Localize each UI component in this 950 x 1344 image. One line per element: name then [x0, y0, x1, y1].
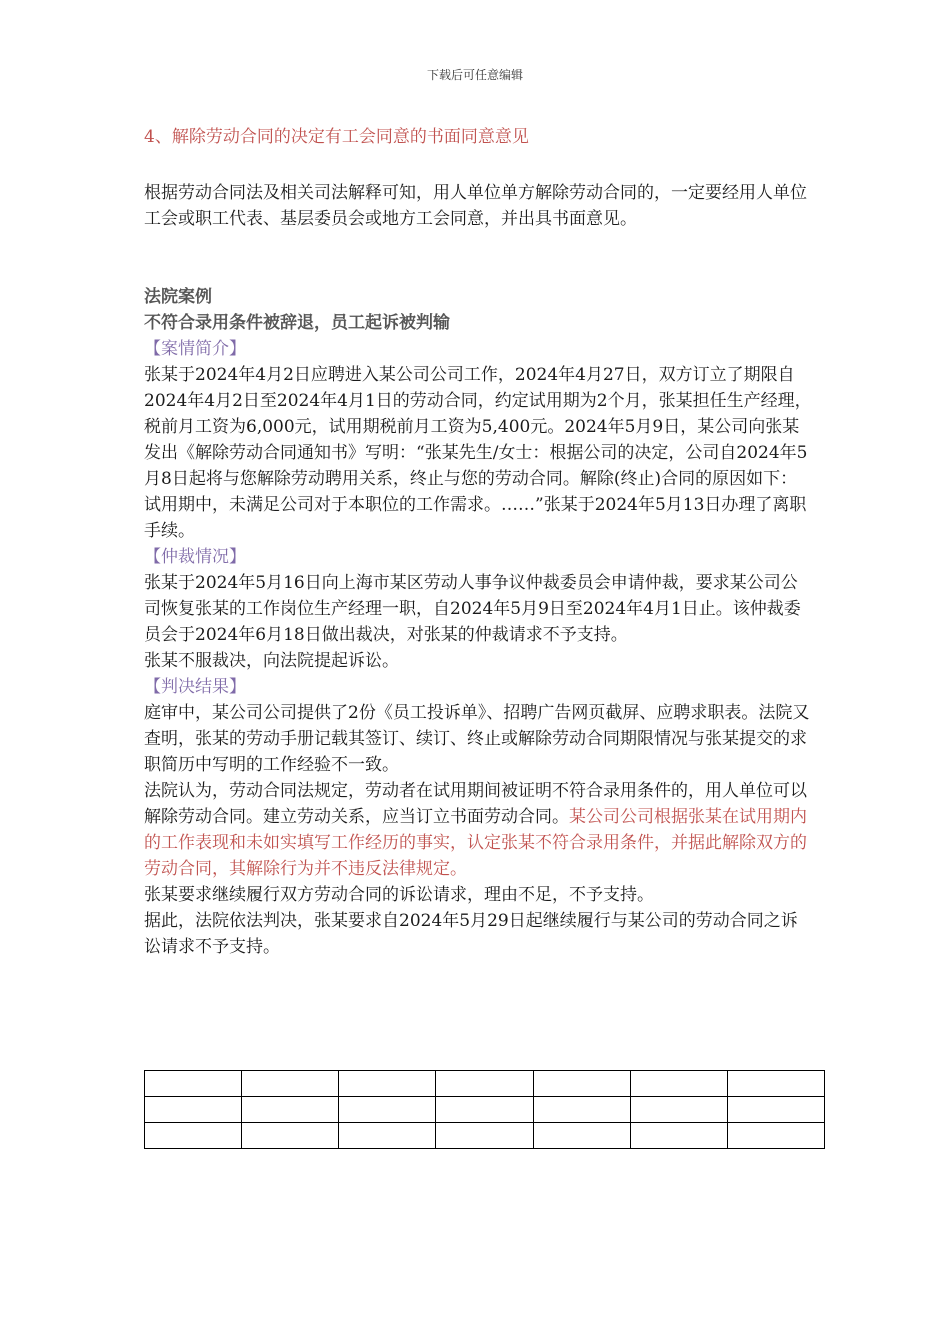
judgment-label: 【判决结果】	[144, 677, 246, 697]
empty-table	[144, 1070, 825, 1149]
table-cell	[436, 1097, 533, 1123]
judgment-text-2-plain: 法院认为，劳动合同法规定，劳动者在试用期间被证明不符合录用条件的，用人单位可以解除劳动合同。建立劳动关系，应当订立书面劳动合同。	[144, 781, 807, 827]
page-header: 下载后可任意编辑	[426, 68, 523, 82]
judgment-text-1: 庭审中，某公司公司提供了2份《员工投诉单》、招聘广告网页截屏、应聘求职表。法院又查明，张某的劳动手册记载其签订、续订、终止或解除劳动合同期限情况与张某提交的求职简历中写明的工作经验不一致。	[144, 703, 810, 775]
table-cell	[436, 1071, 533, 1097]
case-subheading: 不符合录用条件被辞退，员工起诉被判输	[144, 313, 450, 333]
table-cell	[630, 1097, 727, 1123]
summary-text: 张某于2024年4月2日应聘进入某公司公司工作，2024年4月27日，双方订立了期限自2024年4月2日至2024年4月1日的劳动合同，约定试用期为2个月，张某担任生产经理，税前月工资为6,000元，试用期税前月工资为5,400元。2024年5月9日，某公司向张某发出《解除劳动合同通知书》写明：“张某先生/女士：根据公司的决定，公司自2024年5月8日起将与您解除劳动聘用关系，终止与您的劳动合同。解除(终止)合同的原因如下：试用期中，未满足公司对于本职位的工作需求。……”张某于2024年5月13日办理了离职手续。	[144, 365, 812, 541]
table-cell	[533, 1097, 630, 1123]
judgment-text-3: 张某要求继续履行双方劳动合同的诉讼请求，理由不足，不予支持。	[144, 885, 654, 905]
document-body	[144, 120, 814, 960]
table-cell	[145, 1097, 242, 1123]
case-heading: 法院案例	[144, 287, 212, 307]
judgment-text-2	[144, 778, 814, 882]
table-cell	[630, 1071, 727, 1097]
table-cell	[533, 1123, 630, 1149]
table-cell	[339, 1071, 436, 1097]
table-cell	[339, 1097, 436, 1123]
table-cell	[145, 1123, 242, 1149]
table-row	[145, 1071, 825, 1097]
table-cell	[533, 1071, 630, 1097]
table-row	[145, 1123, 825, 1149]
arbitration-text: 张某于2024年5月16日向上海市某区劳动人事争议仲裁委员会申请仲裁，要求某公司公司恢复张某的工作岗位生产经理一职，自2024年5月9日至2024年4月1日止。该仲裁委员会于2024年6月18日做出裁决，对张某的仲裁请求不予支持。	[144, 573, 801, 645]
summary-label: 【案情简介】	[144, 339, 246, 359]
table-cell	[727, 1123, 824, 1149]
table-cell	[630, 1123, 727, 1149]
table-cell	[436, 1123, 533, 1149]
table-cell	[339, 1123, 436, 1149]
table-cell	[242, 1071, 339, 1097]
judgment-text-4: 据此，法院依法判决，张某要求自2024年5月29日起继续履行与某公司的劳动合同之诉讼请求不予支持。	[144, 911, 798, 957]
section-body: 根据劳动合同法及相关司法解释可知，用人单位单方解除劳动合同的，一定要经用人单位工会或职工代表、基层委员会或地方工会同意，并出具书面意见。	[144, 183, 807, 229]
table-row	[145, 1097, 825, 1123]
table-cell	[242, 1123, 339, 1149]
table-cell	[727, 1097, 824, 1123]
table-cell	[242, 1097, 339, 1123]
arbitration-label: 【仲裁情况】	[144, 547, 246, 567]
table-cell	[145, 1071, 242, 1097]
judgment-text-2-highlight: 某公司公司根据张某在试用期内的工作表现和未如实填写工作经历的事实，认定张某不符合录用条件，并据此解除双方的劳动合同，其解除行为并不违反法律规定。	[144, 807, 807, 879]
appeal-text: 张某不服裁决，向法院提起诉讼。	[144, 651, 399, 671]
table-cell	[727, 1071, 824, 1097]
section-title: 4、解除劳动合同的决定有工会同意的书面同意意见	[144, 127, 529, 147]
